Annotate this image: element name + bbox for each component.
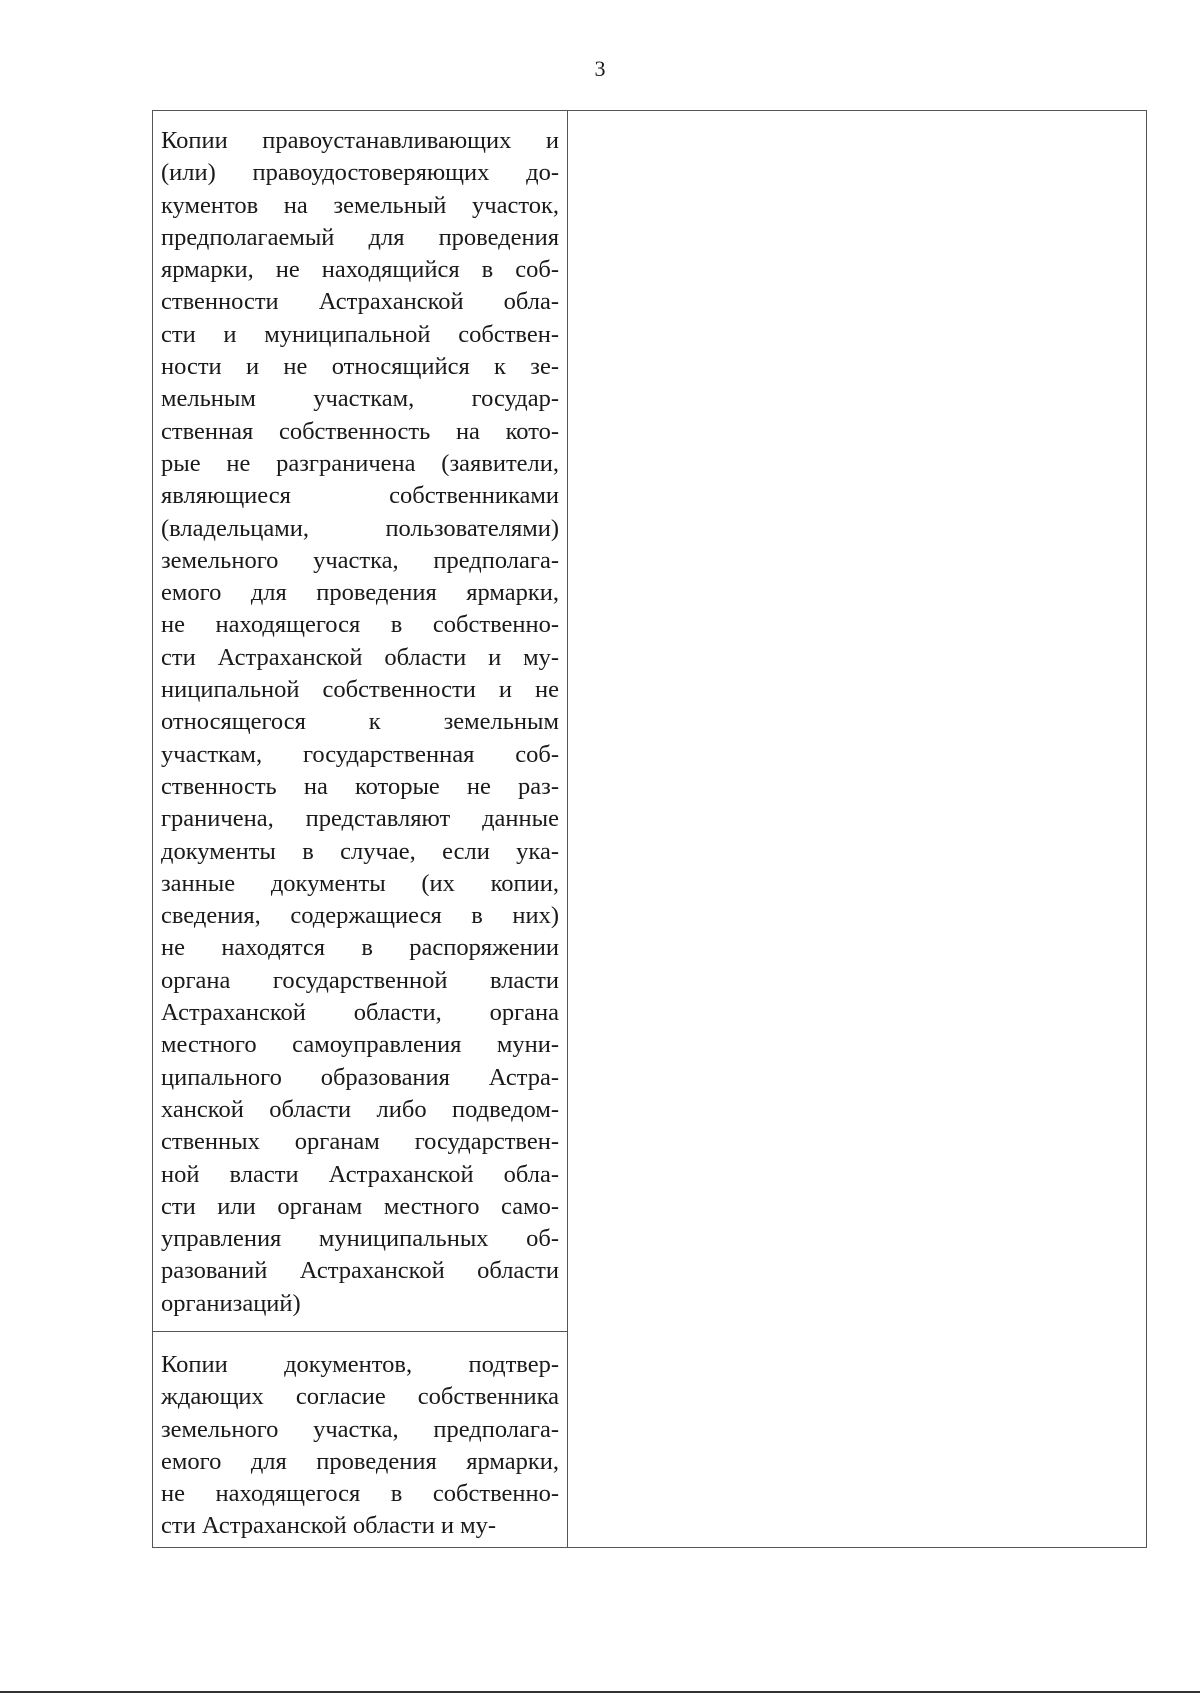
row-divider bbox=[153, 1331, 567, 1332]
text-line: граничена, представляют данные bbox=[161, 805, 559, 833]
text-line: не находящегося в собственно- bbox=[161, 611, 559, 639]
text-line: ственная собственность на кото- bbox=[161, 417, 559, 445]
text-line: участкам, государственная соб- bbox=[161, 740, 559, 768]
text-line: ственность на которые не раз- bbox=[161, 772, 559, 800]
text-line: сти и муниципальной собствен- bbox=[161, 320, 559, 348]
text-line: ниципальной собственности и не bbox=[161, 676, 559, 704]
text-line: сведения, содержащиеся в них) bbox=[161, 902, 559, 930]
table-row-1-left-cell bbox=[161, 125, 559, 1320]
text-line: Астраханской области, органа bbox=[161, 999, 559, 1027]
text-line: емого для проведения ярмарки, bbox=[161, 1447, 559, 1475]
text-line: сти или органам местного само- bbox=[161, 1192, 559, 1220]
text-line: ности и не относящийся к зе- bbox=[161, 353, 559, 381]
text-line: ярмарки, не находящийся в соб- bbox=[161, 256, 559, 284]
text-line: организаций) bbox=[161, 1289, 301, 1317]
text-line: Копии правоустанавливающих и bbox=[161, 127, 559, 154]
text-line: ственности Астраханской обла- bbox=[161, 288, 559, 316]
text-line: земельного участка, предполага- bbox=[161, 1415, 559, 1443]
text-line: занные документы (их копии, bbox=[161, 869, 559, 897]
text-line: не находятся в распоряжении bbox=[161, 934, 559, 962]
table-row-2-left-cell bbox=[161, 1349, 559, 1543]
text-line: (или) правоудостоверяющих до- bbox=[161, 159, 559, 187]
text-line: земельного участка, предполага- bbox=[161, 546, 559, 574]
text-line: управления муниципальных об- bbox=[161, 1225, 559, 1253]
text-line: кументов на земельный участок, bbox=[161, 191, 559, 219]
text-line: сти Астраханской области и му- bbox=[161, 643, 559, 671]
page-number: 3 bbox=[594, 56, 606, 81]
text-line: ственных органам государствен- bbox=[161, 1128, 559, 1156]
text-line: ханской области либо подведом- bbox=[161, 1095, 559, 1123]
text-line: емого для проведения ярмарки, bbox=[161, 579, 559, 607]
text-line: ципального образования Астра- bbox=[161, 1063, 559, 1091]
text-line: не находящегося в собственно- bbox=[161, 1480, 559, 1508]
text-line: документы в случае, если ука- bbox=[161, 837, 559, 865]
document-table bbox=[152, 110, 1147, 1548]
text-line: Копии документов, подтвер- bbox=[161, 1351, 559, 1378]
text-line: сти Астраханской области и му- bbox=[161, 1512, 497, 1540]
text-line: мельным участкам, государ- bbox=[161, 385, 559, 413]
text-line: органа государственной власти bbox=[161, 966, 559, 994]
text-line: (владельцами, пользователями) bbox=[161, 514, 559, 542]
text-line: разований Астраханской области bbox=[161, 1257, 559, 1285]
text-line: предполагаемый для проведения bbox=[161, 223, 559, 251]
text-line: местного самоуправления муни- bbox=[161, 1031, 559, 1059]
text-line: относящегося к земельным bbox=[161, 708, 559, 736]
text-line: ной власти Астраханской обла- bbox=[161, 1160, 559, 1188]
text-line: рые не разграничена (заявители, bbox=[161, 449, 559, 477]
text-line: являющиеся собственниками bbox=[161, 482, 559, 510]
text-line: ждающих согласие собственника bbox=[161, 1383, 559, 1411]
bottom-scan-edge bbox=[0, 1691, 1200, 1693]
column-divider bbox=[567, 111, 568, 1547]
